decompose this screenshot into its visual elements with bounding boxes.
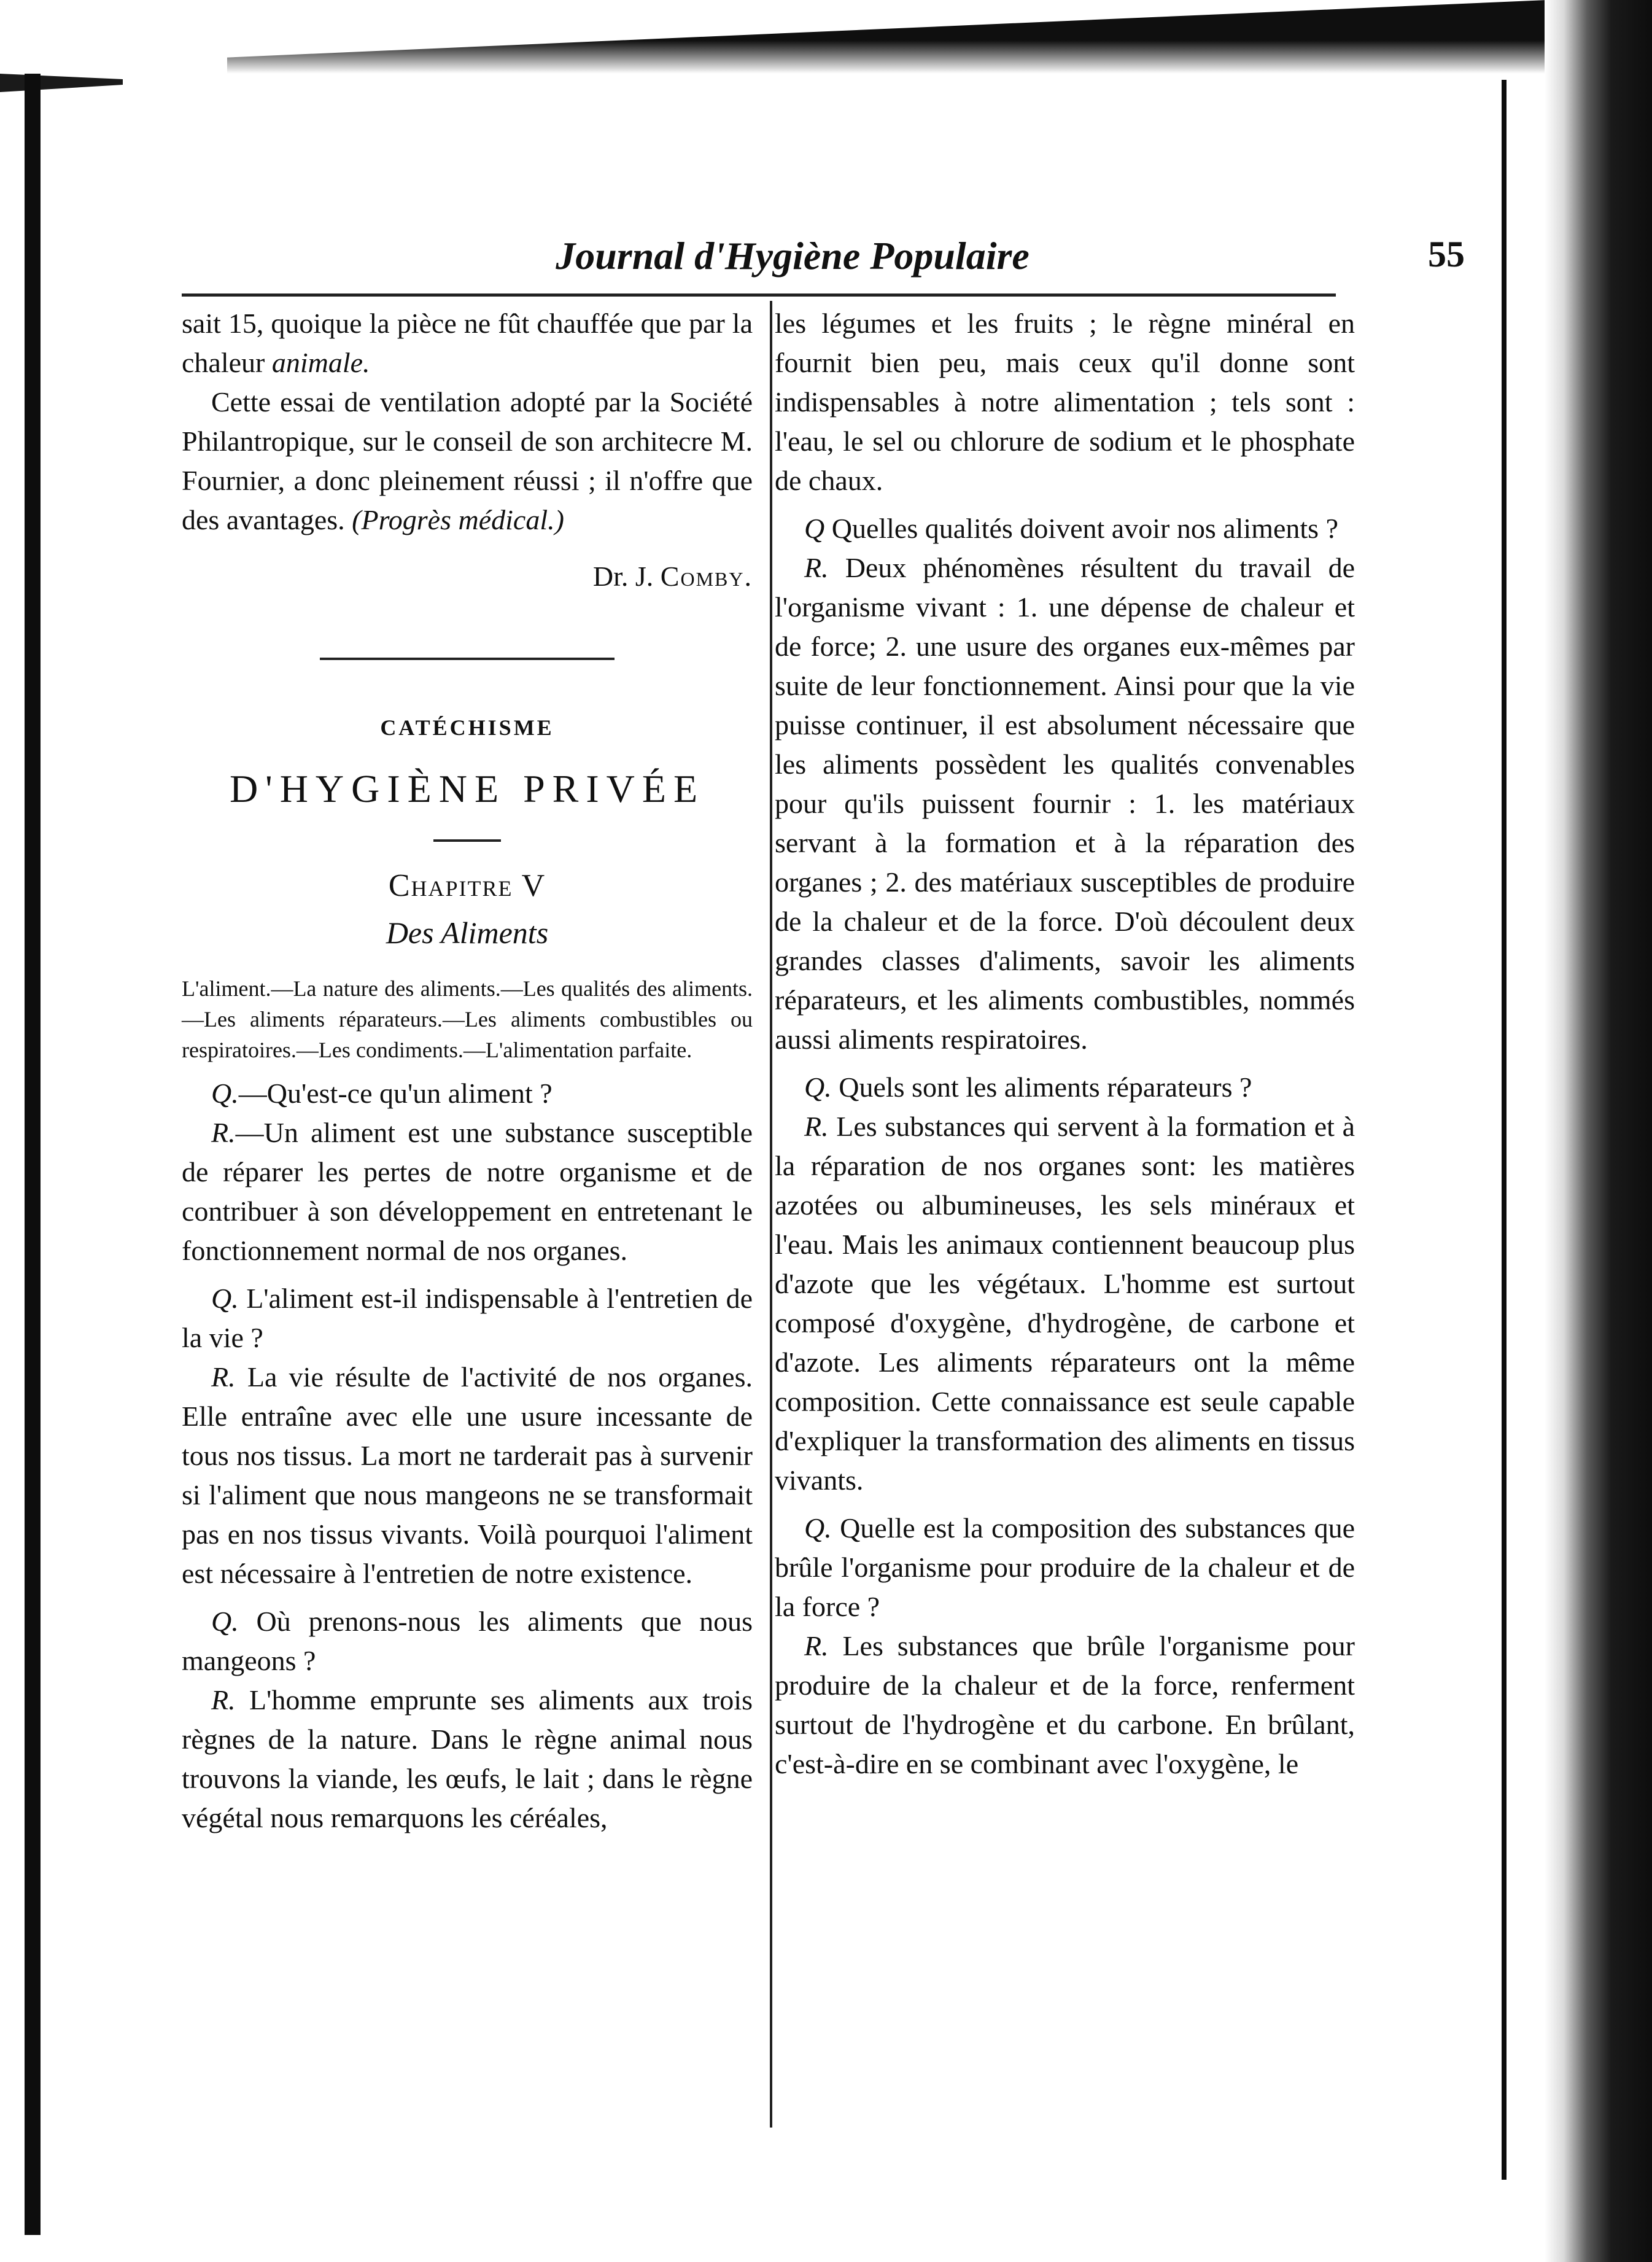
paragraph-text: Cette essai de ventilation adopté par la Société Philantropique, sur le conseil de son architecre M. Fournier, a donc pleinement réussi ; il n'offre que des avantages. — [182, 386, 753, 535]
answer-mark-label: R. — [211, 1684, 236, 1716]
scan-shadow-corner — [0, 74, 123, 92]
page-number: 55 — [1428, 234, 1465, 274]
question — [775, 1509, 1355, 1627]
paragraph-text: sait 15, quoique la pièce ne fût chauffée que par la chaleur — [182, 308, 753, 378]
signature-prefix: Dr. J. — [592, 561, 654, 592]
question-mark-label: Q. — [211, 1606, 239, 1637]
question-mark-label: Q. — [211, 1283, 239, 1314]
left-column — [182, 304, 753, 1838]
italic-text: animale. — [271, 347, 370, 378]
answer-mark-label: R. — [804, 1111, 829, 1142]
question-mark-label: Q. — [211, 1078, 239, 1109]
answer — [182, 1358, 753, 1593]
question-text: Quelles qualités doivent avoir nos aliments ? — [824, 513, 1338, 544]
question-mark-label: Q. — [804, 1512, 832, 1544]
right-column — [775, 304, 1355, 1784]
answer-text: Deux phénomènes résultent du travail de l'organisme vivant : 1. une dépense de chaleur et de force; 2. une usure des organes eux-mêmes par suite de leur fonctionnement. Ainsi pour que la vie puisse continuer, il est absolument nécessaire que les aliments possèdent les qualités convenables pour qu'ils puissent fournir : 1. les matériaux servant à la formation et à la réparation des organes ; 2. des matériaux susceptibles de produire de la chaleur et de la force. D'où découlent deux grandes classes d'aliments, savoir les aliments réparateurs, et les aliments combustibles, nommés aussi aliments respiratoires. — [775, 552, 1355, 1055]
signature-name: Comby. — [660, 561, 753, 592]
section-label: CATÉCHISME — [380, 715, 554, 740]
answer-mark-label: R. — [804, 1630, 829, 1662]
source-citation: (Progrès médical.) — [352, 504, 564, 535]
question — [182, 1074, 753, 1113]
question — [182, 1602, 753, 1681]
answer-mark-label: R. — [211, 1361, 236, 1393]
section-separator — [320, 658, 615, 660]
column-divider — [770, 301, 772, 2128]
paragraph — [182, 304, 753, 383]
answer-mark-label: R. — [211, 1117, 236, 1148]
question-text: Quels sont les aliments réparateurs ? — [831, 1071, 1252, 1103]
scan-shadow-right — [1545, 0, 1652, 2262]
paragraph-text: les légumes et les fruits ; le règne minéral en fournit bien peu, mais ceux qu'il donne sont indispensables à notre alimentation ; tels sont : l'eau, le sel ou chlorure de sodium et le phosphate de chaux. — [775, 308, 1355, 496]
header-rule — [182, 293, 1336, 297]
paragraph — [182, 383, 753, 540]
answer-text: L'homme emprunte ses aliments aux trois règnes de la nature. Dans le règne animal nous trouvons la viande, les œufs, le lait ; dans le règne végétal nous remarquons les céréales, — [182, 1684, 753, 1833]
paragraph — [775, 304, 1355, 500]
answer-mark-label: R. — [804, 552, 829, 583]
page-header — [182, 233, 1502, 289]
chapter-heading: Chapitre V — [388, 868, 546, 903]
author-signature — [182, 557, 753, 596]
question — [775, 1068, 1355, 1107]
scan-shadow-left — [25, 74, 41, 2235]
section-title: D'HYGIÈNE PRIVÉE — [229, 767, 705, 810]
question-text: Quelle est la composition des substances que brûle l'organisme pour produire de la chaleur et de la force ? — [775, 1512, 1355, 1622]
question — [775, 509, 1355, 548]
question-text: L'aliment est-il indispensable à l'entretien de la vie ? — [182, 1283, 753, 1353]
short-separator — [433, 839, 501, 842]
question-text: —Qu'est-ce qu'un aliment ? — [238, 1078, 553, 1109]
question — [182, 1279, 753, 1358]
chapter-summary: L'aliment.—La nature des aliments.—Les qualités des aliments.—Les aliments réparateurs.—Les aliments combustibles ou respiratoires.—Les condiments.—L'alimentation parfaite. — [182, 976, 753, 1062]
question-mark-label: Q. — [804, 1071, 832, 1103]
answer-text: Les substances que brûle l'organisme pour produire de la chaleur et de la force, renferment surtout de l'hydrogène et du carbone. En brûlant, c'est-à-dire en se combinant avec l'oxygène, le — [775, 1630, 1355, 1779]
answer-text: La vie résulte de l'activité de nos organes. Elle entraîne avec elle une usure incessante de tous nos tissus. La mort ne tarderait pas à survenir si l'aliment que nous mangeons ne se transformait pas en nos tissus vivants. Voilà pourquoi l'aliment est nécessaire à l'entretien de notre existence. — [182, 1361, 753, 1589]
answer-text: Les substances qui servent à la formation et à la réparation de nos organes sont: les matières azotées ou albumineuses, les sels minéraux et l'eau. Mais les animaux contiennent beaucoup plus d'azote que les végétaux. L'homme est surtout composé d'oxygène, d'hydrogène, de carbone et d'azote. Les aliments réparateurs ont la même composition. Cette connaissance est seule capable d'expliquer la transformation des aliments en tissus vivants. — [775, 1111, 1355, 1496]
answer — [182, 1113, 753, 1270]
chapter-subtitle: Des Aliments — [386, 915, 549, 950]
page-edge-line — [1502, 80, 1507, 2180]
answer-text: —Un aliment est une substance susceptible de réparer les pertes de notre organisme et de contribuer à son développement en entretenant le fonctionnement normal de nos organes. — [182, 1117, 753, 1266]
answer — [182, 1681, 753, 1838]
question-mark-label: Q — [804, 513, 825, 544]
scan-shadow-top — [227, 0, 1547, 74]
running-title: Journal d'Hygiène Populaire — [556, 234, 1030, 278]
answer — [775, 548, 1355, 1059]
answer — [775, 1107, 1355, 1500]
question-text: Où prenons-nous les aliments que nous mangeons ? — [182, 1606, 753, 1676]
answer — [775, 1627, 1355, 1784]
